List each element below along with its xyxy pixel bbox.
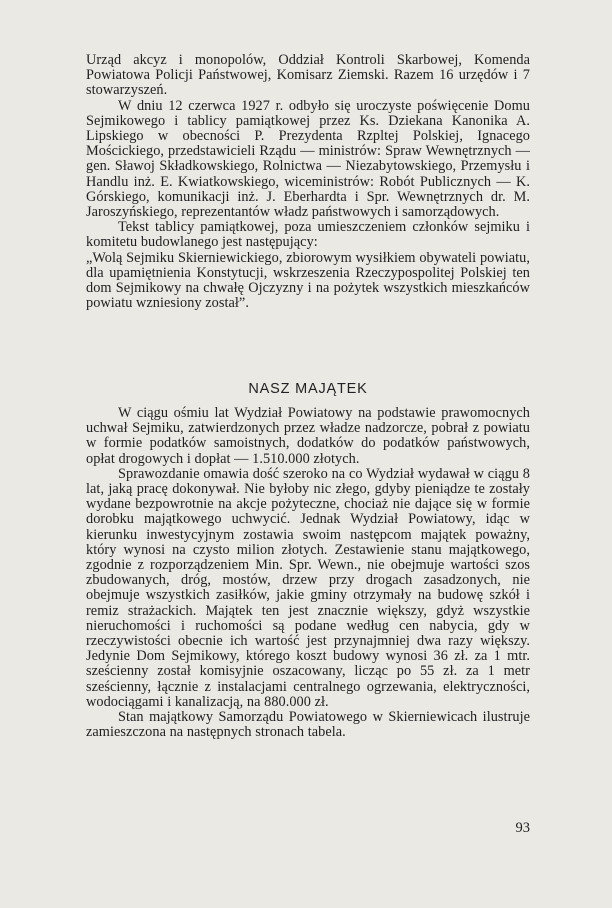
paragraph-plaque-intro: Tekst tablicy pamiątkowej, poza umieszczeniem członków sejmiku i komitetu budowlanego jest następujący: bbox=[86, 219, 530, 251]
paragraph-consecration: W dniu 12 czerwca 1927 r. odbyło się uroczyste poświęcenie Domu Sejmikowego i tablicy pamiątkowej przez Ks. Dziekana Kanonika A. Lipskiego w obecności P. Prezydenta Rzpltej Polskiej, Ignacego Mościckiego, przedstawicieli Rządu — ministrów: Spraw Wewnętrznych — gen. Sławoj Składkowskiego, Rolnictwa — Niezabytowskiego, Przemysłu i Handlu inż. E. Kwiatkowskiego, wiceministrów: Robót Publicznych — K. Górskiego, komunikacji inż. J. Eberhardta i Spr. Wewnętrznych dr. M. Jaroszyńskiego, reprezentantów władz państwowych i samorządowych. bbox=[86, 97, 530, 221]
bottom-text-block bbox=[86, 406, 530, 740]
section-heading: NASZ MAJĄTEK bbox=[248, 381, 368, 397]
paragraph-revenue: W ciągu ośmiu lat Wydział Powiatowy na podstawie prawomocnych uchwał Sejmiku, zatwierdzonych przez władze nadzorcze, pobrał z powiatu w formie podatków samoistnych, dodatków do podatków państwowych, opłat drogowych i dopłat — 1.510.000 złotych. bbox=[86, 405, 530, 467]
page-number: 93 bbox=[515, 820, 530, 836]
paragraph-report: Sprawozdanie omawia dość szeroko na co Wydział wydawał w ciągu 8 lat, jaką pracę dokonywał. Nie byłoby nic złego, gdyby pieniądze te zostały wydane bezpowrotnie na akcje pożyteczne, chociaż nie dające się w formie dorobku majątkowego uchwycić. Jednak Wydział Powiatowy, idąc w kierunku inwestycyjnym zostawia swoim następcom majątek poważny, który wynosi na czysto milion złotych. Zestawienie stanu majątkowego, zgodnie z rozporządzeniem Min. Spr. Wewn., nie obejmuje wartości szos zbudowanych, dróg, mostów, drzew przy drogach zasadzonych, nie obejmuje wszystkich zasiłków, jakie gminy otrzymały na budowę szkół i remiz strażackich. Majątek ten jest znacznie większy, gdyż wszystkie nieruchomości i ruchomości są podane według cen nabycia, gdy w rzeczywistości obecnie ich wartość jest przynajmniej dwa razy większy. Jedynie Dom Sejmikowy, którego koszt budowy wynosi 36 zł. za 1 mtr. sześcienny został komisyjnie oszacowany, licząc po 55 zł. za 1 metr sześcienny, łącznie z instalacjami centralnego ogrzewania, elektryczności, wodociągami i kanalizacją, na 880.000 zł. bbox=[86, 465, 530, 710]
top-text-block bbox=[86, 53, 530, 311]
paragraph-table-note: Stan majątkowy Samorządu Powiatowego w Skierniewicach ilustruje zamieszczona na następnych stronach tabela. bbox=[86, 709, 530, 741]
paragraph-offices: Urząd akcyz i monopolów, Oddział Kontroli Skarbowej, Komenda Powiatowa Policji Państwowej, Komisarz Ziemski. Razem 16 urzędów i 7 stowarzyszeń. bbox=[86, 52, 530, 99]
paragraph-plaque-quote: „Wolą Sejmiku Skierniewickiego, zbiorowym wysiłkiem obywateli powiatu, dla upamiętnienia Konstytucji, wskrzeszenia Rzeczypospolitej Polskiej ten dom Sejmikowy na chwałę Ojczyzny i na pożytek wszystkich mieszkańców powiatu wzniesiony został”. bbox=[86, 249, 530, 312]
